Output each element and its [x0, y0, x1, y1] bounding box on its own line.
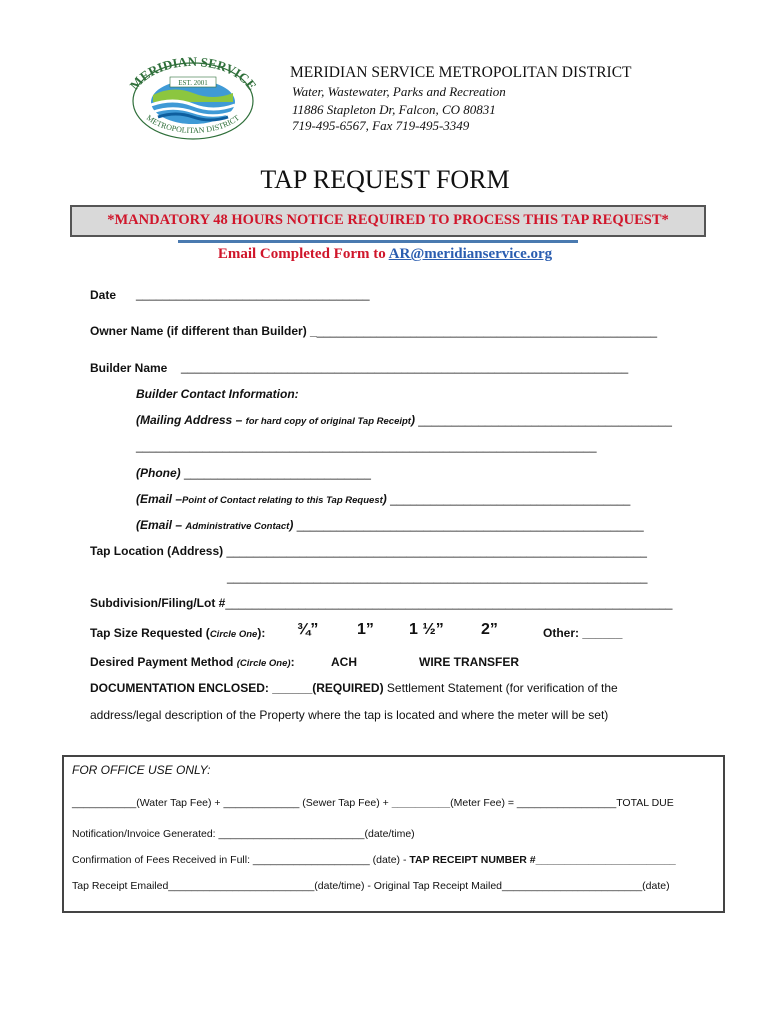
org-name: MERIDIAN SERVICE METROPOLITAN DISTRICT: [290, 64, 632, 81]
payment-close: :: [290, 655, 295, 669]
office-fees-text-b: __________: [391, 797, 451, 809]
email-accent-bar: [178, 240, 578, 243]
mailing-address-field[interactable]: ______________________________________: [414, 413, 672, 427]
email-admin-close: ): [289, 518, 294, 532]
tap-location-row: [90, 544, 647, 558]
email-poc-note: Point of Contact relating to this Tap Request: [182, 495, 383, 506]
office-receipt-number: TAP RECEIPT NUMBER #________________________: [409, 854, 676, 866]
district-logo: [118, 55, 268, 145]
documentation-text-2: address/legal description of the Property where the tap is located and where the meter will be set): [90, 708, 609, 722]
office-emailed-row: Tap Receipt Emailed_________________________(date/time) - Original Tap Receipt Mailed________________________(date): [72, 880, 670, 892]
mandatory-notice: *MANDATORY 48 HOURS NOTICE REQUIRED TO PROCESS THIS TAP REQUEST*: [70, 205, 706, 237]
builder-name-label: Builder Name: [90, 361, 168, 375]
page-title: TAP REQUEST FORM: [260, 165, 510, 194]
owner-name-label: Owner Name (if different than Builder) _: [90, 324, 317, 338]
mailing-address-field-2[interactable]: _____________________________________________________________________: [136, 439, 597, 453]
payment-option-wire[interactable]: WIRE TRANSFER: [419, 655, 519, 669]
builder-name-field[interactable]: ___________________________________________________________________: [181, 360, 629, 374]
date-field[interactable]: ___________________________________: [136, 287, 370, 301]
tap-size-option-three-quarter[interactable]: ¾”: [297, 621, 319, 638]
subdivision-label: Subdivision/Filing/Lot #: [90, 596, 226, 610]
tap-size-label-text: Tap Size Requested (: [90, 626, 210, 640]
tap-size-option-one-half[interactable]: 1 ½”: [409, 621, 444, 638]
documentation-label: DOCUMENTATION ENCLOSED: ______(REQUIRED): [90, 681, 384, 695]
tap-size-note: Circle One: [209, 629, 258, 640]
office-fees-row: [72, 797, 674, 809]
email-admin-label: (Email –: [136, 518, 186, 532]
tap-size-close: ):: [257, 626, 266, 640]
office-use-heading: FOR OFFICE USE ONLY:: [72, 763, 211, 777]
owner-name-row: [90, 324, 657, 338]
owner-name-field[interactable]: ___________________________________________________: [316, 324, 658, 338]
phone-row: [136, 466, 371, 480]
payment-method-label: [90, 655, 295, 669]
svg-text:METROPOLITAN DISTRICT: METROPOLITAN DISTRICT: [144, 113, 242, 136]
tap-size-other[interactable]: Other: ______: [543, 626, 623, 640]
email-admin-note: Administrative Contact: [185, 521, 290, 532]
tap-location-label: Tap Location (Address): [90, 544, 224, 558]
mailing-address-note: for hard copy of original Tap Receipt: [245, 416, 411, 427]
email-admin-row: [136, 518, 644, 532]
documentation-text: Settlement Statement (for verification of the: [383, 681, 618, 695]
org-address: 11886 Stapleton Dr, Falcon, CO 80831: [292, 102, 496, 117]
tap-size-option-two[interactable]: 2”: [481, 621, 498, 638]
email-instruction: [0, 246, 770, 263]
email-poc-close: ): [382, 492, 387, 506]
subdivision-field[interactable]: ___________________________________________________________________: [225, 596, 673, 610]
builder-contact-heading: Builder Contact Information:: [136, 387, 299, 401]
tap-location-field-2[interactable]: _______________________________________________________________: [227, 570, 648, 584]
email-poc-label: (Email –: [136, 492, 183, 506]
email-poc-field[interactable]: ____________________________________: [386, 492, 631, 506]
payment-note: (Circle One): [236, 658, 291, 669]
office-confirmation-row: [72, 854, 676, 866]
mailing-address-label: (Mailing Address –: [136, 413, 246, 427]
tap-size-option-one[interactable]: 1”: [357, 621, 374, 638]
svg-text:EST. 2001: EST. 2001: [178, 79, 208, 87]
tap-location-field[interactable]: _______________________________________________________________: [223, 544, 647, 558]
office-fees-text-c: (Meter Fee) = _________________TOTAL DUE: [450, 797, 674, 809]
org-phone-fax: 719-495-6567, Fax 719-495-3349: [292, 118, 470, 133]
email-admin-field[interactable]: ____________________________________________________: [293, 518, 644, 532]
payment-option-ach[interactable]: ACH: [331, 655, 357, 669]
date-label: Date: [90, 288, 117, 302]
documentation-row: [90, 681, 618, 695]
office-notification-row: Notification/Invoice Generated: _________________________(date/time): [72, 828, 415, 840]
subdivision-row: [90, 596, 672, 610]
svg-text:MERIDIAN SERVICE: MERIDIAN SERVICE: [126, 55, 260, 93]
phone-field[interactable]: ____________________________: [180, 466, 371, 480]
payment-label-text: Desired Payment Method: [90, 655, 237, 669]
mailing-address-row: [136, 413, 672, 427]
office-confirmation-text: Confirmation of Fees Received in Full: ____________________ (date) -: [72, 854, 410, 866]
mailing-address-close: ): [410, 413, 415, 427]
org-services: Water, Wastewater, Parks and Recreation: [292, 84, 506, 99]
email-poc-row: [136, 492, 630, 506]
tap-size-label: [90, 626, 265, 640]
phone-label: (Phone): [136, 466, 181, 480]
office-fees-text-a: ___________(Water Tap Fee) + _____________ (Sewer Tap Fee) +: [72, 797, 392, 809]
email-link[interactable]: AR@meridianservice.org: [388, 246, 553, 262]
email-prefix: Email Completed Form to: [217, 246, 389, 262]
